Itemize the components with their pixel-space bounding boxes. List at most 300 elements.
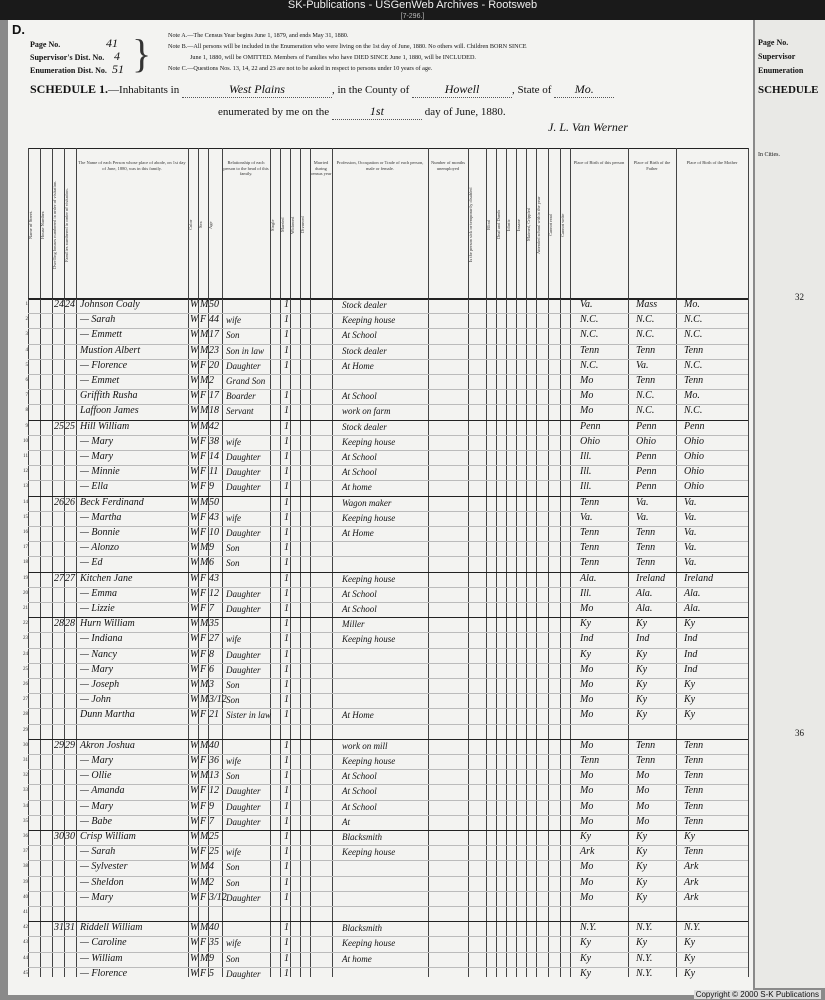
relationship-value: Daughter <box>226 664 261 675</box>
marital-status-mark: 1 <box>284 679 289 690</box>
row-number: 25 <box>23 666 28 672</box>
father-birthplace-value: Penn <box>636 451 657 462</box>
age-value: 3/12 <box>209 694 227 706</box>
age-value: 44 <box>209 314 219 326</box>
father-birthplace-value: Tenn <box>636 739 656 751</box>
birthplace-value: Ill. <box>580 481 592 493</box>
person-name: — Mary <box>80 755 114 766</box>
occupation-value: At School <box>342 452 377 462</box>
person-name: Beck Ferdinand <box>80 496 144 508</box>
column-header: Sex <box>198 221 203 229</box>
state-name: Mo. <box>554 82 614 98</box>
mother-birthplace-value: Ind <box>684 663 698 675</box>
birthplace-value: Ky <box>580 937 592 949</box>
row-number: 6 <box>25 378 28 383</box>
age-value: 17 <box>209 329 219 341</box>
birthplace-value: Va. <box>580 299 593 310</box>
mother-birthplace-value: Tenn <box>684 344 704 356</box>
age-value: 35 <box>209 618 219 630</box>
marital-status-mark: 1 <box>284 451 289 462</box>
archive-banner <box>0 0 825 20</box>
color-value: W <box>190 299 199 310</box>
color-value: W <box>190 314 199 326</box>
column-rule <box>76 148 77 977</box>
mother-birthplace-value: Va. <box>684 496 697 508</box>
person-name: Akron Joshua <box>80 739 135 751</box>
column-rule <box>310 148 311 977</box>
schedule-line <box>30 82 614 98</box>
marital-status-mark: 1 <box>284 587 289 599</box>
person-name: — Ed <box>80 557 103 569</box>
marital-status-mark: 1 <box>284 633 289 645</box>
mother-birthplace-value: Ala. <box>684 603 701 614</box>
row-number: 37 <box>23 849 28 855</box>
color-value: W <box>190 694 199 706</box>
dwelling-number: 30 <box>54 831 64 842</box>
sex-value: M <box>200 679 209 690</box>
sex-value: F <box>200 587 207 599</box>
marital-status-mark: 1 <box>284 420 289 432</box>
birthplace-value: Mo <box>580 861 594 873</box>
column-header: Insane <box>516 219 521 231</box>
mother-birthplace-value: Ireland <box>684 572 714 584</box>
dwelling-number: 26 <box>54 496 64 508</box>
birthplace-value: Tenn <box>580 557 600 569</box>
person-name: — Florence <box>80 359 128 371</box>
relationship-value: wife <box>226 756 241 766</box>
sex-value: F <box>200 815 207 827</box>
sex-value: M <box>200 694 209 706</box>
age-value: 9 <box>209 800 214 812</box>
color-value: W <box>190 572 199 584</box>
marital-status-mark: 1 <box>284 815 289 827</box>
column-header: Idiotic <box>506 219 511 231</box>
birthplace-value: Mo <box>580 770 594 782</box>
age-value: 9 <box>209 542 214 554</box>
mother-birthplace-value: Va. <box>684 527 697 538</box>
row-number: 32 <box>23 773 28 779</box>
birthplace-value: Tenn <box>580 542 600 554</box>
marital-status-mark: 1 <box>284 496 289 508</box>
relationship-value: Son <box>226 543 240 554</box>
person-name: — Nancy <box>80 648 117 660</box>
column-header: Profession, Occupation or Trade of each person, male or female. <box>336 160 424 171</box>
census-notes <box>168 30 688 74</box>
occupation-value: At home <box>342 953 372 964</box>
dwelling-number: 31 <box>54 922 64 934</box>
sex-value: F <box>200 359 207 371</box>
age-value: 43 <box>209 572 219 584</box>
father-birthplace-value: Ind <box>636 633 650 645</box>
father-birthplace-value: Mo <box>636 785 650 797</box>
marital-status-mark: 1 <box>284 511 289 523</box>
marital-status-mark: 1 <box>284 648 289 660</box>
sex-value: F <box>200 785 207 797</box>
dwelling-number: 28 <box>54 618 64 630</box>
dwelling-number: 25 <box>54 420 64 432</box>
birthplace-value: N.C. <box>580 329 599 341</box>
marital-status-mark: 1 <box>284 785 289 797</box>
father-birthplace-value: Ky <box>636 648 648 660</box>
row-number: 9 <box>25 423 28 429</box>
sex-value: F <box>200 633 207 645</box>
marital-status-mark: 1 <box>284 831 289 842</box>
marital-status-mark: 1 <box>284 709 289 721</box>
row-number: 18 <box>23 560 28 566</box>
next-schedule-label: SCHEDULE <box>758 84 819 96</box>
color-value: W <box>190 375 199 386</box>
birthplace-value: Ohio <box>580 435 600 447</box>
mother-birthplace-value: Ohio <box>684 435 704 447</box>
color-value: W <box>190 390 199 402</box>
marital-status-mark: 1 <box>284 937 289 949</box>
color-value: W <box>190 709 199 721</box>
marital-status-mark: 1 <box>284 694 289 706</box>
color-value: W <box>190 891 199 903</box>
row-number: 45 <box>23 970 28 976</box>
sex-value: F <box>200 481 207 493</box>
occupation-value: Blacksmith <box>342 923 382 934</box>
father-birthplace-value: Va. <box>636 359 649 371</box>
marital-status-mark: 1 <box>284 542 289 554</box>
age-value: 9 <box>209 481 214 493</box>
brace-glyph: } <box>132 31 152 76</box>
occupation-value: At School <box>342 801 377 812</box>
relationship-value: Boarder <box>226 391 256 402</box>
family-number: 26 <box>65 496 75 508</box>
age-value: 35 <box>209 937 219 949</box>
birthplace-value: Ill. <box>580 466 592 478</box>
occupation-value: Stock dealer <box>342 300 387 310</box>
column-header: Married during census year <box>310 160 332 176</box>
birthplace-value: Mo <box>580 739 594 751</box>
row-number: 43 <box>23 940 28 946</box>
occupation-value: Stock dealer <box>342 345 387 356</box>
column-rule <box>570 148 571 977</box>
row-number: 3 <box>25 332 28 338</box>
row-number: 30 <box>23 742 28 748</box>
birthplace-value: Mo <box>580 785 594 797</box>
family-number: 29 <box>65 739 75 751</box>
age-value: 9 <box>209 952 214 964</box>
sex-value: F <box>200 527 207 538</box>
color-value: W <box>190 876 199 888</box>
age-value: 17 <box>209 390 219 402</box>
adjacent-page-edge <box>755 20 825 988</box>
age-value: 40 <box>209 739 219 751</box>
column-header: Cannot read <box>548 214 553 236</box>
birthplace-value: Mo <box>580 876 594 888</box>
age-value: 50 <box>209 299 219 310</box>
note-b-cont: June 1, 1880, will be OMITTED. Members of Families who have DIED SINCE June 1, 1880, will be INCLUDED. <box>190 54 476 61</box>
row-number: 23 <box>23 636 28 642</box>
birthplace-value: Mo <box>580 603 594 614</box>
person-name: — Ella <box>80 481 109 493</box>
age-value: 4 <box>209 861 214 873</box>
birthplace-value: Mo <box>580 815 594 827</box>
column-header: Age <box>208 221 213 229</box>
age-value: 25 <box>209 846 219 858</box>
next-row-num-a: 32 <box>795 292 804 302</box>
marital-status-mark: 1 <box>284 861 289 873</box>
color-value: W <box>190 329 199 341</box>
age-value: 50 <box>209 496 219 508</box>
father-birthplace-value: Va. <box>636 496 649 508</box>
age-value: 13 <box>209 770 219 782</box>
birthplace-value: Tenn <box>580 496 600 508</box>
father-birthplace-value: Penn <box>636 420 657 432</box>
color-value: W <box>190 739 199 751</box>
row-number: 17 <box>23 545 28 551</box>
color-value: W <box>190 557 199 569</box>
occupation-value: At School <box>342 391 377 402</box>
row-number: 29 <box>23 727 28 733</box>
marital-status-mark: 1 <box>284 618 289 630</box>
row-number: 31 <box>23 758 28 763</box>
birthplace-value: Ark <box>580 846 595 858</box>
occupation-value: Keeping house <box>342 847 396 858</box>
person-name: — Bonnie <box>80 527 120 538</box>
person-name: Hurn William <box>80 618 135 630</box>
color-value: W <box>190 496 199 508</box>
occupation-value: Keeping house <box>342 634 396 645</box>
mother-birthplace-value: Ky <box>684 937 696 949</box>
marital-status-mark: 1 <box>284 967 289 979</box>
color-value: W <box>190 800 199 812</box>
occupation-value: Miller <box>342 619 365 630</box>
column-header: Blind <box>486 220 491 231</box>
column-header: Dwelling houses numbered in order of visitation. <box>52 180 57 270</box>
copyright-notice: Copyright © 2000 S-K Publications <box>695 990 819 999</box>
marital-status-mark: 1 <box>284 876 289 888</box>
relationship-value: Daughter <box>226 360 261 371</box>
marital-status-mark: 1 <box>284 344 289 356</box>
mother-birthplace-value: Ark <box>684 891 699 903</box>
marital-status-mark: 1 <box>284 299 289 310</box>
relationship-value: Daughter <box>226 649 261 660</box>
sex-value: M <box>200 299 209 310</box>
age-value: 40 <box>209 922 219 934</box>
occupation-value: Keeping house <box>342 938 396 949</box>
next-in-cities: In Cities. <box>758 152 780 158</box>
father-birthplace-value: Ky <box>636 694 648 706</box>
occupation-value: Keeping house <box>342 436 396 447</box>
occupation-value: Blacksmith <box>342 832 382 842</box>
birthplace-value: Mo <box>580 405 594 417</box>
column-header: Name of Street. <box>28 210 33 240</box>
person-name: Johnson Coaly <box>80 299 140 310</box>
relationship-value: Daughter <box>226 786 261 797</box>
father-birthplace-value: Ky <box>636 891 648 903</box>
family-number: 25 <box>65 420 75 432</box>
enumeration-line <box>218 104 506 120</box>
color-value: W <box>190 770 199 782</box>
column-header: Widowed <box>290 216 295 234</box>
age-value: 18 <box>209 405 219 417</box>
mother-birthplace-value: Penn <box>684 420 705 432</box>
sex-value: F <box>200 603 207 614</box>
father-birthplace-value: Tenn <box>636 542 656 554</box>
family-number: 28 <box>65 618 75 630</box>
marital-status-mark: 1 <box>284 557 289 569</box>
occupation-value: At Home <box>342 710 374 721</box>
column-rule <box>628 148 629 977</box>
age-value: 11 <box>209 466 219 478</box>
color-value: W <box>190 587 199 599</box>
mother-birthplace-value: Ala. <box>684 587 701 599</box>
page-number-value: 41 <box>106 36 118 50</box>
father-birthplace-value: Mo <box>636 770 650 782</box>
sex-value: F <box>200 891 207 903</box>
occupation-value: work on mill <box>342 740 388 751</box>
sex-value: M <box>200 375 209 386</box>
color-value: W <box>190 511 199 523</box>
row-number: 8 <box>25 408 28 414</box>
occupation-value: Keeping house <box>342 756 396 766</box>
person-name: — Emmett <box>80 329 122 341</box>
birthplace-value: Tenn <box>580 755 600 766</box>
sex-value: F <box>200 967 207 979</box>
relationship-value: wife <box>226 436 241 447</box>
sex-value: F <box>200 709 207 721</box>
mother-birthplace-value: Ind <box>684 648 698 660</box>
age-value: 43 <box>209 511 219 523</box>
marital-status-mark: 1 <box>284 329 289 341</box>
father-birthplace-value: Penn <box>636 466 657 478</box>
occupation-value: At School <box>342 588 377 599</box>
father-birthplace-value: N.C. <box>636 390 655 402</box>
father-birthplace-value: Ky <box>636 861 648 873</box>
family-number: 31 <box>65 922 75 934</box>
color-value: W <box>190 405 199 417</box>
row-number: 24 <box>23 651 28 657</box>
father-birthplace-value: Ohio <box>636 435 656 447</box>
person-name: — Martha <box>80 511 122 523</box>
row-number: 11 <box>23 454 28 459</box>
person-name: — Babe <box>80 815 112 827</box>
occupation-value: At <box>342 816 350 827</box>
sex-value: M <box>200 876 209 888</box>
enumerator-signature: J. L. Van Werner <box>548 120 628 134</box>
color-value: W <box>190 344 199 356</box>
relationship-value: wife <box>226 938 241 949</box>
father-birthplace-value: Ala. <box>636 587 653 599</box>
color-value: W <box>190 420 199 432</box>
sex-value: M <box>200 557 209 569</box>
relationship-value: Daughter <box>226 528 261 538</box>
person-name: — Mary <box>80 435 114 447</box>
birthplace-value: Ky <box>580 967 592 979</box>
row-number: 19 <box>23 575 28 581</box>
relationship-value: Daughter <box>226 482 261 493</box>
mother-birthplace-value: Mo. <box>684 299 700 310</box>
age-value: 21 <box>209 709 219 721</box>
relationship-value: Daughter <box>226 801 261 812</box>
marital-status-mark: 1 <box>284 390 289 402</box>
sex-value: F <box>200 390 207 402</box>
color-value: W <box>190 542 199 554</box>
column-header: Place of Birth of this person <box>573 160 625 165</box>
sex-value: M <box>200 922 209 934</box>
sex-value: F <box>200 572 207 584</box>
age-value: 3 <box>209 679 214 690</box>
schedule-text-1: —Inhabitants in <box>108 84 180 96</box>
age-value: 27 <box>209 633 219 645</box>
father-birthplace-value: Penn <box>636 481 657 493</box>
occupation-value: At Home <box>342 360 374 371</box>
enum-text-1: enumerated by me on the <box>218 106 330 118</box>
father-birthplace-value: Tenn <box>636 557 656 569</box>
color-value: W <box>190 937 199 949</box>
occupation-value: Keeping house <box>342 315 396 326</box>
father-birthplace-value: Ireland <box>636 572 666 584</box>
relationship-value: Daughter <box>226 968 261 979</box>
sex-value: F <box>200 511 207 523</box>
occupation-value: At Home <box>342 528 374 538</box>
person-name: Laffoon James <box>80 405 139 417</box>
sex-value: M <box>200 831 209 842</box>
person-name: Crisp William <box>80 831 136 842</box>
father-birthplace-value: Tenn <box>636 375 656 386</box>
row-number: 39 <box>23 879 28 885</box>
color-value: W <box>190 466 199 478</box>
relationship-value: wife <box>226 847 241 858</box>
row-rule <box>28 906 748 907</box>
column-header: Maimed, Crippled <box>526 208 531 242</box>
relationship-value: Son <box>226 330 240 341</box>
county-name: Howell <box>412 82 512 98</box>
color-value: W <box>190 618 199 630</box>
age-value: 7 <box>209 815 214 827</box>
age-value: 10 <box>209 527 219 538</box>
mother-birthplace-value: Ky <box>684 709 696 721</box>
dwelling-number: 29 <box>54 739 64 751</box>
occupation-value: At School <box>342 330 377 341</box>
row-number: 16 <box>23 530 28 535</box>
mother-birthplace-value: Ohio <box>684 481 704 493</box>
birthplace-value: Ala. <box>580 572 597 584</box>
marital-status-mark: 1 <box>284 481 289 493</box>
family-number: 27 <box>65 572 75 584</box>
relationship-value: Daughter <box>226 452 261 462</box>
row-rule <box>28 724 748 725</box>
marital-status-mark: 1 <box>284 846 289 858</box>
sex-value: F <box>200 435 207 447</box>
mother-birthplace-value: N.C. <box>684 405 703 417</box>
corner-letter: D. <box>12 22 25 37</box>
marital-status-mark: 1 <box>284 952 289 964</box>
father-birthplace-value: Ky <box>636 831 648 842</box>
father-birthplace-value: Ky <box>636 846 648 858</box>
color-value: W <box>190 359 199 371</box>
page-number-label: Page No. <box>30 40 61 49</box>
person-name: — Lizzie <box>80 603 115 614</box>
next-supervisor-label: Supervisor <box>758 52 796 61</box>
row-number: 40 <box>23 894 28 900</box>
person-name: — Florence <box>80 967 128 979</box>
person-name: — Mary <box>80 891 114 903</box>
marital-status-mark: 1 <box>284 435 289 447</box>
age-value: 6 <box>209 557 214 569</box>
father-birthplace-value: Mass <box>636 299 658 310</box>
mother-birthplace-value: Ohio <box>684 466 704 478</box>
person-name: — Emmet <box>80 375 120 386</box>
birthplace-value: Ky <box>580 648 592 660</box>
age-value: 3/12 <box>209 891 227 903</box>
sex-value: M <box>200 420 209 432</box>
sex-value: F <box>200 466 207 478</box>
row-number: 15 <box>23 514 28 520</box>
